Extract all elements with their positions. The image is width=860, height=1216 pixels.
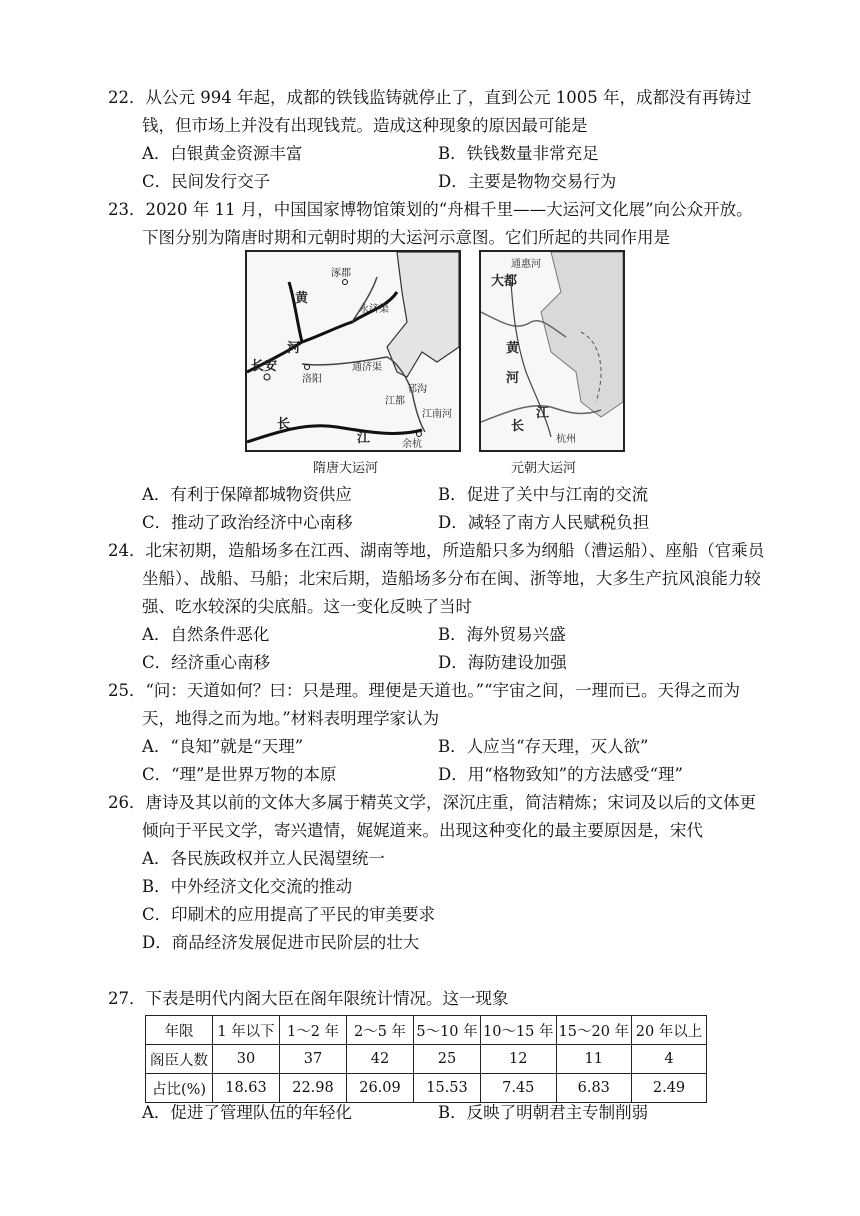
label-jiang: 江 (357, 431, 371, 446)
table-cell: 7.45 (481, 1074, 557, 1103)
table-cell: 阁臣人数 (146, 1045, 213, 1074)
table-header-cell: 10～15 年 (481, 1016, 557, 1045)
question-27-options (142, 1099, 768, 1127)
map-sui-tang-canal (245, 250, 461, 452)
option-b: B．海外贸易兴盛 (438, 625, 566, 644)
question-24-options (142, 621, 768, 677)
question-23-stem: 23．2020 年 11 月，中国国家博物馆策划的“舟楫千里——大运河文化展”向公众开放。下图分别为隋唐时期和元朝时期的大运河示意图。它们所起的共同作用是 (108, 200, 753, 247)
label-tongjiqu: 通济渠 (352, 362, 382, 373)
label-jiang-2: 江 (536, 406, 550, 421)
question-25-options (142, 733, 768, 789)
option-a: A．自然条件恶化 (142, 625, 270, 644)
option-a: A．各民族政权并立人民渴望统一 (142, 849, 385, 868)
question-24-stem: 24．北宋初期，造船场多在江西、湖南等地，所造船只多为纲船（漕运船）、座船（官乘员坐船）、战船、马船；北宋后期，造船场多分布在闽、浙等地，大多生产抗风浪能力较强、吃水较深的尖底船。这一变化反映了当时 (108, 541, 765, 616)
question-23 (108, 196, 768, 252)
option-b: B．促进了关中与江南的交流 (438, 485, 649, 504)
label-chang: 长 (277, 417, 291, 432)
option-a: A．白银黄金资源丰富 (142, 144, 303, 163)
table-cell: 22.98 (280, 1074, 347, 1103)
option-c: C．“理”是世界万物的本原 (142, 765, 337, 784)
table-cell: 4 (632, 1045, 707, 1074)
table-header-cell: 5～10 年 (414, 1016, 481, 1045)
question-22-options (142, 140, 768, 196)
label-yongjiqu: 永济渠 (359, 304, 389, 315)
label-zhuojun: 涿郡 (331, 268, 351, 279)
table-cell: 11 (556, 1045, 632, 1074)
label-luoyang: 洛阳 (302, 374, 322, 385)
question-27 (108, 985, 768, 1013)
option-b: B．反映了明朝君主专制削弱 (438, 1103, 649, 1122)
option-d: D．减轻了南方人民赋税负担 (438, 513, 650, 532)
question-22-stem: 22．从公元 994 年起，成都的铁钱监铸就停止了，直到公元 1005 年，成都没有再铸过钱，但市场上并没有出现钱荒。造成这种现象的原因最可能是 (108, 88, 752, 135)
table-cell: 18.63 (213, 1074, 280, 1103)
table-header-cell: 20 年以上 (632, 1016, 707, 1045)
table-cell: 30 (213, 1045, 280, 1074)
table-header-cell: 年限 (146, 1016, 213, 1045)
canal-maps (245, 250, 645, 480)
option-d: D．商品经济发展促进市民阶层的壮大 (142, 933, 420, 952)
label-chang-2: 长 (511, 419, 525, 434)
option-d: D．主要是物物交易行为 (438, 172, 617, 191)
label-hangzhou: 杭州 (556, 434, 576, 445)
table-cell: 42 (347, 1045, 414, 1074)
option-c: C．印刷术的应用提高了平民的审美要求 (142, 905, 436, 924)
table-cell: 15.53 (414, 1074, 481, 1103)
table-cell: 26.09 (347, 1074, 414, 1103)
question-22 (108, 84, 768, 196)
option-b: B．中外经济文化交流的推动 (142, 877, 353, 896)
option-a: A．有利于保障都城物资供应 (142, 485, 352, 504)
label-hangou: 邗沟 (407, 384, 427, 395)
label-huang-2: 黄 (506, 341, 520, 356)
label-jiangnanhe: 江南河 (422, 409, 452, 420)
label-tonghuihe: 通惠河 (511, 259, 541, 270)
option-d: D．海防建设加强 (438, 653, 567, 672)
label-he-2: 河 (506, 371, 520, 386)
question-23-options-block (108, 481, 768, 537)
map-yuan-canal (479, 250, 625, 452)
table-cell: 12 (481, 1045, 557, 1074)
question-23-options (142, 481, 768, 537)
question-26-options (142, 845, 768, 957)
question-27-options-block (108, 1099, 768, 1127)
table-cell: 占比(%) (146, 1074, 213, 1103)
option-b: B．铁钱数量非常充足 (438, 144, 599, 163)
label-changan: 长安 (251, 359, 278, 374)
map-caption-sui-tang: 隋唐大运河 (313, 461, 379, 476)
option-c: C．推动了政治经济中心南移 (142, 513, 353, 532)
table-cell: 6.83 (556, 1074, 632, 1103)
table-header-cell: 2～5 年 (347, 1016, 414, 1045)
table-row (146, 1045, 707, 1074)
option-a: A．“良知”就是“天理” (142, 737, 304, 756)
table-cell: 2.49 (632, 1074, 707, 1103)
label-he: 河 (287, 341, 301, 356)
table-cell: 37 (280, 1045, 347, 1074)
label-dadu: 大都 (491, 274, 518, 289)
label-yuhang: 余杭 (402, 439, 422, 450)
label-huang: 黄 (295, 291, 309, 306)
cabinet-tenure-table (145, 1015, 707, 1103)
table-header-row (146, 1016, 707, 1045)
question-25 (108, 677, 768, 789)
table-header-cell: 1 年以下 (213, 1016, 280, 1045)
table-cell: 25 (414, 1045, 481, 1074)
option-d: D．用“格物致知”的方法感受“理” (438, 765, 683, 784)
question-26 (108, 789, 768, 957)
question-25-stem: 25．“问：天道如何？曰：只是理。理便是天道也。”“宇宙之间，一理而已。天得之而为天，地得之而为地。”材料表明理学家认为 (108, 681, 741, 728)
question-26-stem: 26．唐诗及其以前的文体大多属于精英文学，深沉庄重，简洁精炼；宋词及以后的文体更倾向于平民文学，寄兴遣情，娓娓道来。出现这种变化的最主要原因是，宋代 (108, 793, 756, 840)
question-27-stem: 27．下表是明代内阁大臣在阁年限统计情况。这一现象 (108, 989, 509, 1008)
option-c: C．民间发行交子 (142, 172, 271, 191)
map-caption-yuan: 元朝大运河 (511, 461, 577, 476)
label-jiangdu: 江都 (385, 396, 405, 407)
question-24 (108, 537, 768, 677)
option-a: A．促进了管理队伍的年轻化 (142, 1103, 352, 1122)
table-header-cell: 15～20 年 (556, 1016, 632, 1045)
option-b: B．人应当“存天理，灭人欲” (438, 737, 649, 756)
table-header-cell: 1～2 年 (280, 1016, 347, 1045)
option-c: C．经济重心南移 (142, 653, 271, 672)
